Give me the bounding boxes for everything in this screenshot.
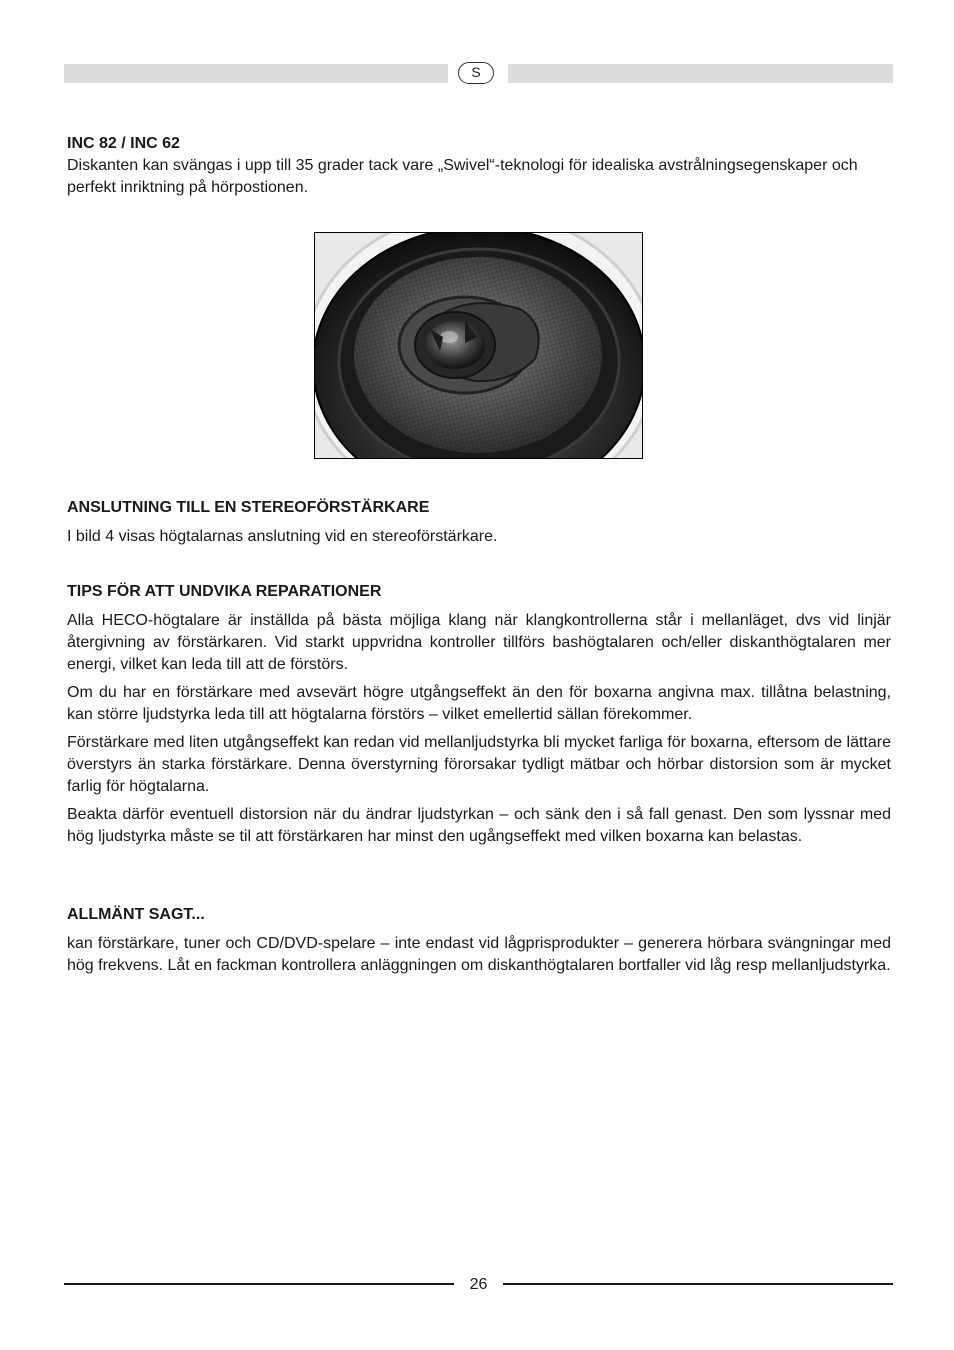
footer-rule-left bbox=[64, 1283, 454, 1285]
intro-section bbox=[67, 133, 891, 199]
general-text: kan förstärkare, tuner och CD/DVD-spelare – inte endast vid lågprisprodukter – generera hörbara svängningar med hög frekvens. Låt en fackman kontrollera anläggningen om diskanthögtalaren bortfaller vid låg resp mellanljudstyrka. bbox=[67, 935, 891, 974]
header-bar-right bbox=[508, 64, 893, 83]
tips-paragraph: Förstärkare med liten utgångseffekt kan redan vid mellanljudstyrka bli mycket farliga för boxarna, eftersom de lättare överstyrs än starka förstärkare. Denna överstyrning förorsakar tydligt mätbar och hörbar distorsion som är mycket farlig för högtalarna. bbox=[67, 734, 891, 795]
tips-heading: TIPS FÖR ATT UNDVIKA REPARATIONER bbox=[67, 583, 382, 600]
page-number: 26 bbox=[469, 1276, 488, 1293]
header-bar-left bbox=[64, 64, 448, 83]
footer-rule-right bbox=[503, 1283, 893, 1285]
connection-heading: ANSLUTNING TILL EN STEREOFÖRSTÄRKARE bbox=[67, 499, 430, 516]
general-section bbox=[67, 904, 891, 977]
tips-paragraph: Om du har en förstärkare med avsevärt högre utgångseffekt än den för boxarna angivna max. tillåtna belastning, kan större ljudstyrka leda till att högtalarna förstörs – vilket emellertid sällan förekommer. bbox=[67, 684, 891, 723]
tips-section bbox=[67, 581, 891, 848]
intro-text: Diskanten kan svängas i upp till 35 grader tack vare „Swivel“-teknologi för idealiska avstrålningsegenskaper och perfekt inriktning på hörpostionen. bbox=[67, 157, 858, 196]
connection-text: I bild 4 visas högtalarnas anslutning vid en stereoförstärkare. bbox=[67, 528, 498, 545]
language-badge: S bbox=[458, 62, 494, 84]
tips-paragraph: Alla HECO-högtalare är inställda på bästa möjliga klang när klangkontrollerna står i mellanläget, dvs vid linjär återgivning av förstärkaren. Vid starkt uppvridna kontroller tillförs bashögtalaren och/eller diskanthögtalaren mer energi, vilket kan leda till att de förstörs. bbox=[67, 612, 891, 673]
connection-section bbox=[67, 497, 891, 548]
tips-paragraph: Beakta därför eventuell distorsion när du ändrar ljudstyrkan – och sänk den i så fall genast. Den som lyssnar med hög ljudstyrka måste se til att förstärkaren har minst den ugångseffekt med vilken boxarna kan belastas. bbox=[67, 806, 891, 845]
speaker-photo bbox=[314, 232, 643, 459]
general-heading: ALLMÄNT SAGT... bbox=[67, 906, 205, 923]
intro-heading: INC 82 / INC 62 bbox=[67, 135, 180, 152]
